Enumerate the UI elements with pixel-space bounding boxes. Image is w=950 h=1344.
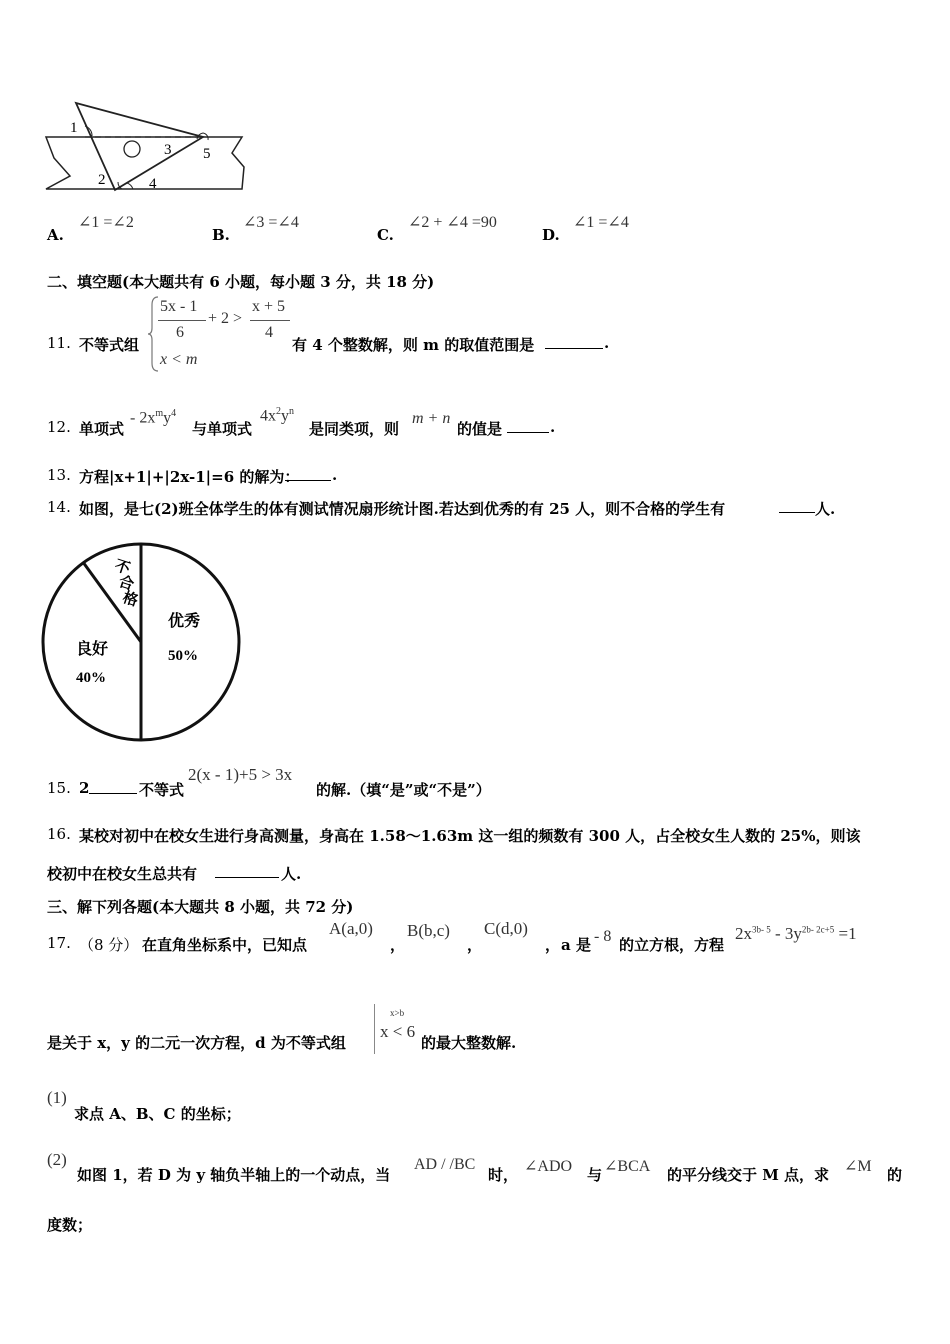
label-3: 3	[164, 142, 172, 158]
q12-text2: 与单项式	[192, 420, 253, 438]
q11-frac1-den: 6	[176, 324, 184, 341]
pie-chart	[40, 540, 246, 746]
q14-answer-blank[interactable]	[779, 498, 815, 513]
q15-number: 15.	[47, 779, 71, 797]
q11-end: .	[604, 334, 610, 352]
q13-answer-blank[interactable]	[285, 466, 331, 481]
q13-text: 方程|x+1|+|2x-1|=6 的解为：	[79, 468, 300, 486]
q14-end: 人.	[815, 500, 836, 518]
section3-title: 三、解下列各题(本大题共 8 小题，共 72 分)	[47, 898, 354, 916]
q17-part2-c: 与	[587, 1166, 603, 1184]
q15-text1: 不等式	[139, 781, 185, 799]
q16-line2-b: 人.	[281, 865, 302, 883]
q11-mid: + 2 >	[208, 310, 243, 327]
q14-number: 14.	[47, 498, 71, 516]
q12-text4: 的值是	[457, 420, 503, 438]
q17-line2-b: 的最大整数解.	[421, 1034, 517, 1052]
q12-sum: m + n	[412, 410, 451, 427]
pie-label-excellent: 优秀	[168, 613, 201, 630]
option-a-expr: ∠1 =∠2	[78, 214, 134, 231]
q17-comma-3: ，	[545, 936, 561, 954]
pie-value-good: 40%	[76, 670, 106, 686]
q17-text1: 在直角坐标系中，已知点	[142, 936, 308, 954]
option-d-expr: ∠1 =∠4	[573, 214, 629, 231]
q17-neg8: - 8	[594, 928, 612, 945]
q17-system-top: x>b	[390, 1008, 405, 1018]
q11-frac2-num: x + 5	[252, 298, 286, 315]
q17-score: （8 分）	[79, 936, 139, 954]
q17-comma-1: ，	[390, 936, 406, 954]
q11-frac1-num: 5x - 1	[160, 298, 198, 315]
q17-part2-parallel: AD / /BC	[414, 1156, 476, 1173]
q17-part1-number: (1)	[47, 1088, 67, 1107]
q17-part2-angle-ado: ∠ADO	[524, 1158, 573, 1175]
q17-text2: a 是	[561, 936, 591, 954]
label-1: 1	[70, 120, 78, 136]
q11-answer-blank[interactable]	[545, 334, 603, 349]
section2-title: 二、填空题(本大题共有 6 小题，每小题 3 分，共 18 分)	[47, 273, 435, 291]
option-b-letter: B.	[212, 226, 230, 244]
pie-label-fail-1: 不	[112, 558, 132, 578]
q12-end: .	[550, 418, 556, 436]
q11-frac2-den: 4	[265, 324, 273, 341]
q17-part2-angle-bca: ∠BCA	[604, 1158, 651, 1175]
q12-text1: 单项式	[79, 420, 125, 438]
q11-brace	[146, 295, 160, 373]
pie-label-fail-2: 合	[116, 574, 136, 594]
q11-prefix: 不等式组	[79, 336, 140, 354]
q13-number: 13.	[47, 466, 71, 484]
q17-system-brace	[374, 1004, 375, 1054]
option-a-letter: A.	[47, 226, 64, 244]
q17-line2-a: 是关于 x，y 的二元一次方程，d 为不等式组	[47, 1034, 346, 1052]
q17-part2-line2: 度数；	[47, 1216, 93, 1234]
q15-text2: 的解.（填“是”或“不是”）	[316, 781, 491, 799]
option-d-letter: D.	[542, 226, 560, 244]
q17-part2-d: 的平分线交于 M 点，求	[667, 1166, 830, 1184]
label-5: 5	[203, 146, 211, 162]
q15-lead: 2	[79, 779, 90, 797]
q12-monomial1: - $2x^my^4$	[130, 408, 177, 427]
q11-suffix: 有 4 个整数解，则 m 的取值范围是	[292, 336, 535, 354]
ruler-strip	[46, 137, 244, 189]
q17-part2-e: 的	[887, 1166, 903, 1184]
q12-answer-blank[interactable]	[507, 418, 549, 433]
label-2: 2	[98, 172, 106, 188]
q17-part2-number: (2)	[47, 1150, 67, 1169]
q17-point-b: B(b,c)	[407, 921, 450, 940]
q17-equation: $2x^{3b- 5} - 3y^{2b- 2c+5} =1$	[735, 924, 857, 943]
angle4-arc	[127, 183, 133, 189]
q11-number: 11.	[47, 334, 71, 352]
option-c-letter: C.	[377, 226, 394, 244]
q12-monomial2: $4x^2y^n$	[260, 406, 294, 425]
label-4: 4	[149, 176, 157, 192]
option-c-expr: ∠2 + ∠4 =90	[408, 214, 497, 231]
q11-frac2-bar	[250, 320, 290, 321]
q15-answer-blank[interactable]	[89, 779, 137, 794]
q16-number: 16.	[47, 825, 71, 843]
q14-text: 如图，是七(2)班全体学生的体有测试情况扇形统计图.若达到优秀的有 25 人，则不合格的学生有	[79, 500, 726, 518]
pie-label-good: 良好	[76, 641, 109, 658]
q12-text3: 是同类项，则	[309, 420, 400, 438]
q17-point-c: C(d,0)	[484, 919, 528, 938]
q17-number: 17.	[47, 934, 71, 952]
q16-answer-blank[interactable]	[215, 863, 279, 878]
triangle-ruler-figure	[40, 96, 250, 196]
q17-comma-2: ，	[467, 936, 483, 954]
q16-line1: 某校对初中在校女生进行身高测量，身高在 1.58～1.63m 这一组的频数有 300 人，占全校女生人数的 25%，则该	[79, 827, 861, 845]
q17-system-bottom: x < 6	[380, 1022, 416, 1041]
pie-label-fail-3: 格	[120, 590, 140, 610]
q17-text3: 的立方根，方程	[619, 936, 725, 954]
q11-frac1-bar	[158, 320, 206, 321]
q16-line2-a: 校初中在校女生总共有	[47, 865, 198, 883]
hole-circle	[124, 141, 140, 157]
pie-value-excellent: 50%	[168, 648, 198, 664]
q17-point-a: A(a,0)	[329, 919, 373, 938]
q17-part2-b: 时，	[488, 1166, 519, 1184]
q11-line2: x < m	[160, 351, 198, 368]
q12-number: 12.	[47, 418, 71, 436]
q13-end: .	[332, 466, 338, 484]
q17-part2-a: 如图 1，若 D 为 y 轴负半轴上的一个动点，当	[77, 1166, 391, 1184]
q15-expr: 2(x - 1)+5 > 3x	[188, 765, 293, 784]
option-b-expr: ∠3 =∠4	[243, 214, 299, 231]
q17-part1-text: 求点 A、B、C 的坐标；	[74, 1105, 241, 1123]
q17-part2-angle-m: ∠M	[844, 1158, 872, 1175]
